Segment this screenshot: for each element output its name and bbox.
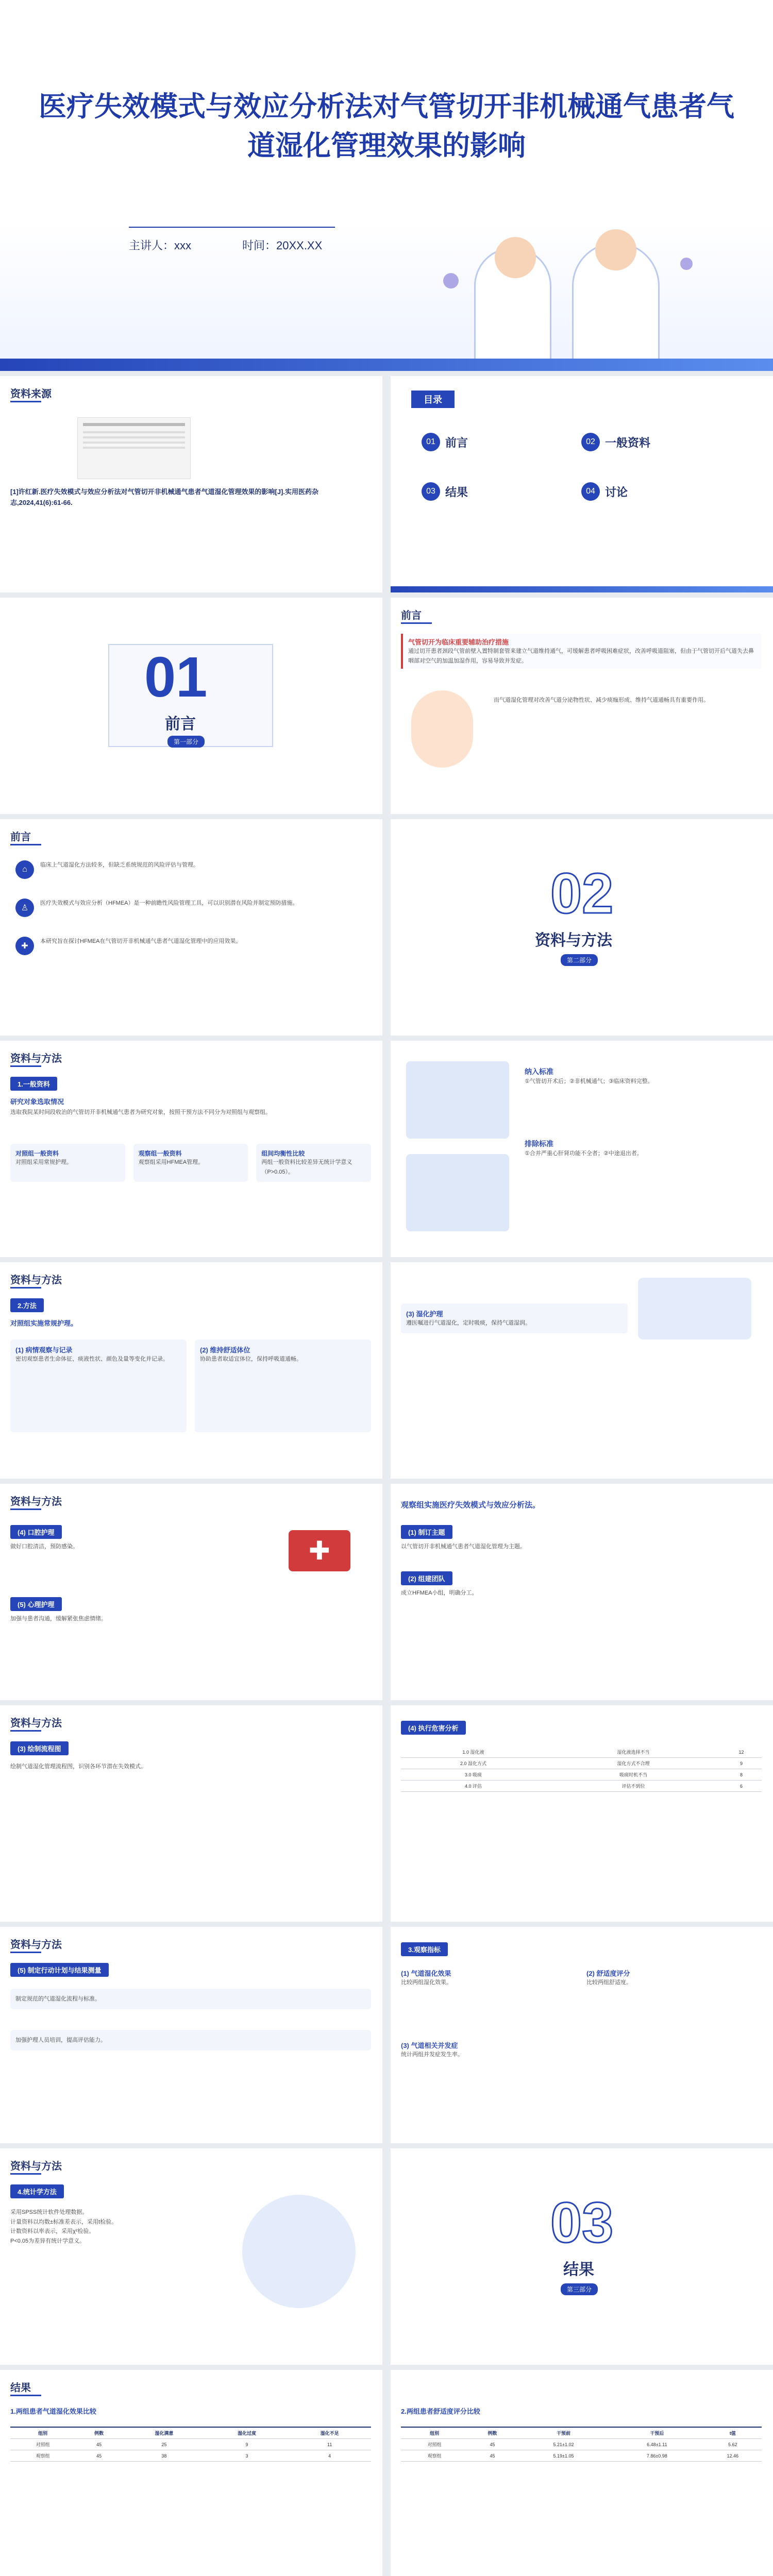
- toc-item-03[interactable]: 03 结果: [422, 482, 581, 501]
- section-pill: 4.统计学方法: [10, 2184, 64, 2198]
- bottom-wave: [0, 359, 773, 371]
- indicator: (2) 舒适度评分 比较两组舒适度。: [586, 1970, 632, 1986]
- table-row: 对照组 45 25 9 11: [10, 2439, 371, 2450]
- method2-slide: [0, 1484, 382, 1700]
- section-pill: 1.一般资料: [10, 1077, 57, 1091]
- measure-item: 制定规范的气道湿化流程与标准。: [10, 1989, 371, 2009]
- box-title: 气管切开为临床重要辅助治疗措施: [408, 638, 509, 646]
- title-slide: [0, 0, 773, 371]
- section-01-slide: [0, 598, 382, 814]
- header: 资料与方法: [10, 1718, 62, 1729]
- table-row: 对照组 45 5.21±1.02 6.48±1.11 5.62: [401, 2439, 762, 2450]
- section-label: 资料与方法: [535, 932, 612, 949]
- risk-title: (4) 执行危害分析: [401, 1721, 466, 1735]
- method-slide: [0, 1262, 382, 1479]
- stats-list: [10, 2208, 216, 2246]
- method-card: (2) 维持舒适体位 协助患者取适宜体位，保持呼吸道通畅。: [195, 1340, 371, 1432]
- table-row: 观察组 45 38 3 4: [10, 2450, 371, 2462]
- observation-group-card: 观察组一般资料 观察组采用HFMEA管理。: [133, 1144, 248, 1182]
- section-number: 03: [550, 2191, 614, 2255]
- header: 结果: [10, 2382, 31, 2394]
- stats-slide: [0, 2148, 382, 2365]
- toc-item-02[interactable]: 02 一般资料: [581, 433, 741, 451]
- indicator: (1) 气道湿化效果 比较两组湿化效果。: [401, 1970, 452, 1986]
- toc-item-04[interactable]: 04 讨论: [581, 482, 741, 501]
- section-02-slide: [391, 819, 773, 1036]
- doctors-illustration: [443, 227, 711, 361]
- results1-slide: [0, 2370, 382, 2576]
- section-number: 02: [550, 862, 614, 925]
- header: 资料与方法: [10, 1053, 62, 1064]
- person-icon: ♙: [15, 899, 34, 917]
- sub-heading: 对照组实施常规护理。: [10, 1319, 78, 1327]
- toc-list: [422, 433, 741, 501]
- method-cards: [10, 1340, 371, 1432]
- exclusion-block: 排除标准 ①合并严重心肝肾功能不全者；②中途退出者。: [525, 1140, 643, 1157]
- list-item: ⌂ 临床上气道湿化方法较多，但缺乏系统规范的风险评估与管理。: [15, 860, 366, 879]
- risk-table: [401, 1747, 762, 1792]
- section-pill: (3) 绘制流程图: [10, 1741, 69, 1755]
- preface-para: 而气道湿化管理对改善气道分泌物性状、减少痰痂形成、维持气道通畅具有重要作用。: [494, 697, 709, 703]
- header-underline: [401, 622, 432, 624]
- toc-item-01[interactable]: 01 前言: [422, 433, 581, 451]
- hfmea-slide: [391, 1484, 773, 1700]
- risk-slide: [391, 1705, 773, 1922]
- section-pill: (5) 制定行动计划与结果测量: [10, 1963, 109, 1977]
- header-underline: [10, 2173, 41, 2175]
- inclusion-block: 纳入标准 ①气管切开术后；②非机械通气；③临床资料完整。: [525, 1067, 653, 1084]
- list-item: ✚ 本研究旨在探讨HFMEA在气管切开非机械通气患者气道湿化管理中的应用效果。: [15, 937, 366, 955]
- list-item: 采用SPSS统计软件处理数据。: [10, 2209, 88, 2215]
- balance-card: 组间均衡性比较 两组一般资料比较差异无统计学意义（P>0.05）。: [256, 1144, 371, 1182]
- header: 前言: [401, 610, 422, 621]
- header: 资料与方法: [10, 1496, 62, 1507]
- toc-slide: [391, 376, 773, 592]
- table-row: 观察组 45 5.19±1.05 7.86±0.98 12.46: [401, 2450, 762, 2462]
- bottom-wave: [391, 586, 773, 592]
- patient-photo: [406, 1154, 509, 1231]
- header-underline: [10, 1287, 41, 1289]
- header: 资料与方法: [10, 1939, 62, 1951]
- table-title: 2.两组患者舒适度评分比较: [401, 2408, 480, 2415]
- bed-illustration: [638, 1278, 751, 1340]
- box-text: 通过切开患者颈段气管前壁入置特制套管来建立气道维持通气，可缓解患者呼吸困难症状，改善呼吸道阻塞，但由于气管切开后气道失去鼻咽部对空气的加温加湿作用，容易导致并发症。: [408, 648, 754, 664]
- header-underline: [10, 844, 41, 845]
- table-row: 4.0 评估 评估不到位 6: [401, 1781, 762, 1792]
- table-title: 1.两组患者气道湿化效果比较: [10, 2408, 96, 2415]
- highlight-box: [401, 634, 762, 669]
- first-aid-icon: ✚: [289, 1530, 350, 1571]
- header: 前言: [10, 832, 31, 843]
- results1b-slide: [391, 2370, 773, 2576]
- process-slide: [0, 1705, 382, 1922]
- source-slide: [0, 376, 382, 592]
- control-group-card: 对照组一般资料 对照组采用常规护理。: [10, 1144, 125, 1182]
- method-3-slide: [391, 1262, 773, 1479]
- nurse-photo: [406, 1061, 509, 1139]
- general-text: 选取我院某时间段收治的气管切开非机械通气患者为研究对象，按照干预方法不同分为对照组与观察组。: [10, 1109, 271, 1115]
- process-text: 绘制气道湿化管理流程图，识别各环节潜在失效模式。: [10, 1764, 146, 1770]
- general-info-slide: [0, 1041, 382, 1257]
- group-boxes: [10, 1144, 371, 1182]
- header: 资料与方法: [10, 1275, 62, 1286]
- list-item: P<0.05为差异有统计学意义。: [10, 2238, 86, 2245]
- section-tag: 第一部分: [167, 736, 205, 748]
- header: 资料来源: [10, 388, 52, 400]
- toc-title: 目录: [411, 391, 455, 408]
- care-item: (5) 心理护理 加强与患者沟通，缓解紧张焦虑情绪。: [10, 1597, 361, 1624]
- header-underline: [10, 1065, 41, 1067]
- results-table-2: 组别 例数 干预前 干预后 t值 对照组 45 5.21±1.02 6.48±1.11 5.62 观察组 45 5.19±1.05 7.86±0.98 12.46: [401, 2427, 762, 2462]
- paper-thumbnail: [77, 417, 191, 479]
- header-underline: [10, 2395, 41, 2396]
- stethoscope-icon: [242, 2195, 356, 2308]
- section-pill: 2.方法: [10, 1298, 44, 1312]
- date-label: 时间：20XX.XX: [242, 239, 323, 252]
- right-title: 3.观察指标: [401, 1942, 448, 1956]
- header: 资料与方法: [10, 2161, 62, 2172]
- sub-heading: 研究对象选取情况: [10, 1098, 64, 1106]
- list-item: 计数资料以率表示，采用χ²检验。: [10, 2228, 95, 2235]
- header-underline: [10, 401, 41, 402]
- criteria-slide: [391, 1041, 773, 1257]
- results-table-1: 组别 例数 湿化满意 湿化过度 湿化不足 对照组 45 25 9 11 观察组 45 38 3 4: [10, 2427, 371, 2462]
- header-underline: [10, 1730, 41, 1732]
- preface-slide: [391, 598, 773, 814]
- speaker-label: 主讲人：xxx: [129, 239, 192, 252]
- table-row: 1.0 湿化液 湿化液选择不当 12: [401, 1747, 762, 1758]
- section-label: 前言: [165, 716, 196, 733]
- medical-illustration: [411, 690, 473, 768]
- method-card: (3) 湿化护理 遵医嘱进行气道湿化，定时吸痰，保持气道湿润。: [401, 1303, 628, 1333]
- section-03-slide: [391, 2148, 773, 2365]
- handshake-icon: ✚: [15, 937, 34, 955]
- method-card: (1) 病情观察与记录 密切观察患者生命体征、痰液性状、颜色及量等变化并记录。: [10, 1340, 187, 1432]
- section-tag: 第二部分: [561, 954, 598, 966]
- section-label: 结果: [563, 2261, 594, 2278]
- divider: [129, 227, 335, 228]
- header-underline: [10, 1952, 41, 1953]
- list-item: 计量资料以均数±标准差表示，采用t检验。: [10, 2218, 117, 2225]
- list-item: ♙ 医疗失效模式与效应分析（HFMEA）是一种前瞻性风险管理工具，可以识别潜在风险并制定预防措施。: [15, 899, 366, 917]
- table-row: 3.0 吸痰 吸痰时机不当 8: [401, 1769, 762, 1781]
- indicators-slide: [391, 1927, 773, 2143]
- slide-title: 医疗失效模式与效应分析法对气管切开非机械通气患者气道湿化管理效果的影响: [39, 91, 734, 161]
- table-row: 2.0 湿化方式 湿化方式不合理 9: [401, 1758, 762, 1769]
- measures-slide: [0, 1927, 382, 2143]
- hospital-icon: ⌂: [15, 860, 34, 879]
- care-item: (4) 口腔护理 做好口腔清洁，预防感染。: [10, 1525, 268, 1552]
- measure-item: 加强护理人员培训，提高评估能力。: [10, 2030, 371, 2050]
- preface2-slide: [0, 819, 382, 1036]
- header-underline: [10, 1509, 41, 1510]
- citation-text: [1]许红新.医疗失效模式与效应分析法对气管切开非机械通气患者气道湿化管理效果的影响[J].实用医药杂志,2024,41(6):61-66.: [10, 488, 319, 506]
- step: (2) 组建团队 成立HFMEA小组，明确分工。: [401, 1571, 762, 1598]
- section-tag: 第三部分: [561, 2283, 598, 2295]
- right-title: 观察组实施医疗失效模式与效应分析法。: [401, 1501, 541, 1510]
- indicator: (3) 气道相关并发症 统计两组并发症发生率。: [401, 2042, 463, 2058]
- section-number: 01: [144, 646, 208, 709]
- step: (1) 制订主题 以气管切开非机械通气患者气道湿化管理为主题。: [401, 1525, 762, 1552]
- preface2-list: [15, 860, 366, 955]
